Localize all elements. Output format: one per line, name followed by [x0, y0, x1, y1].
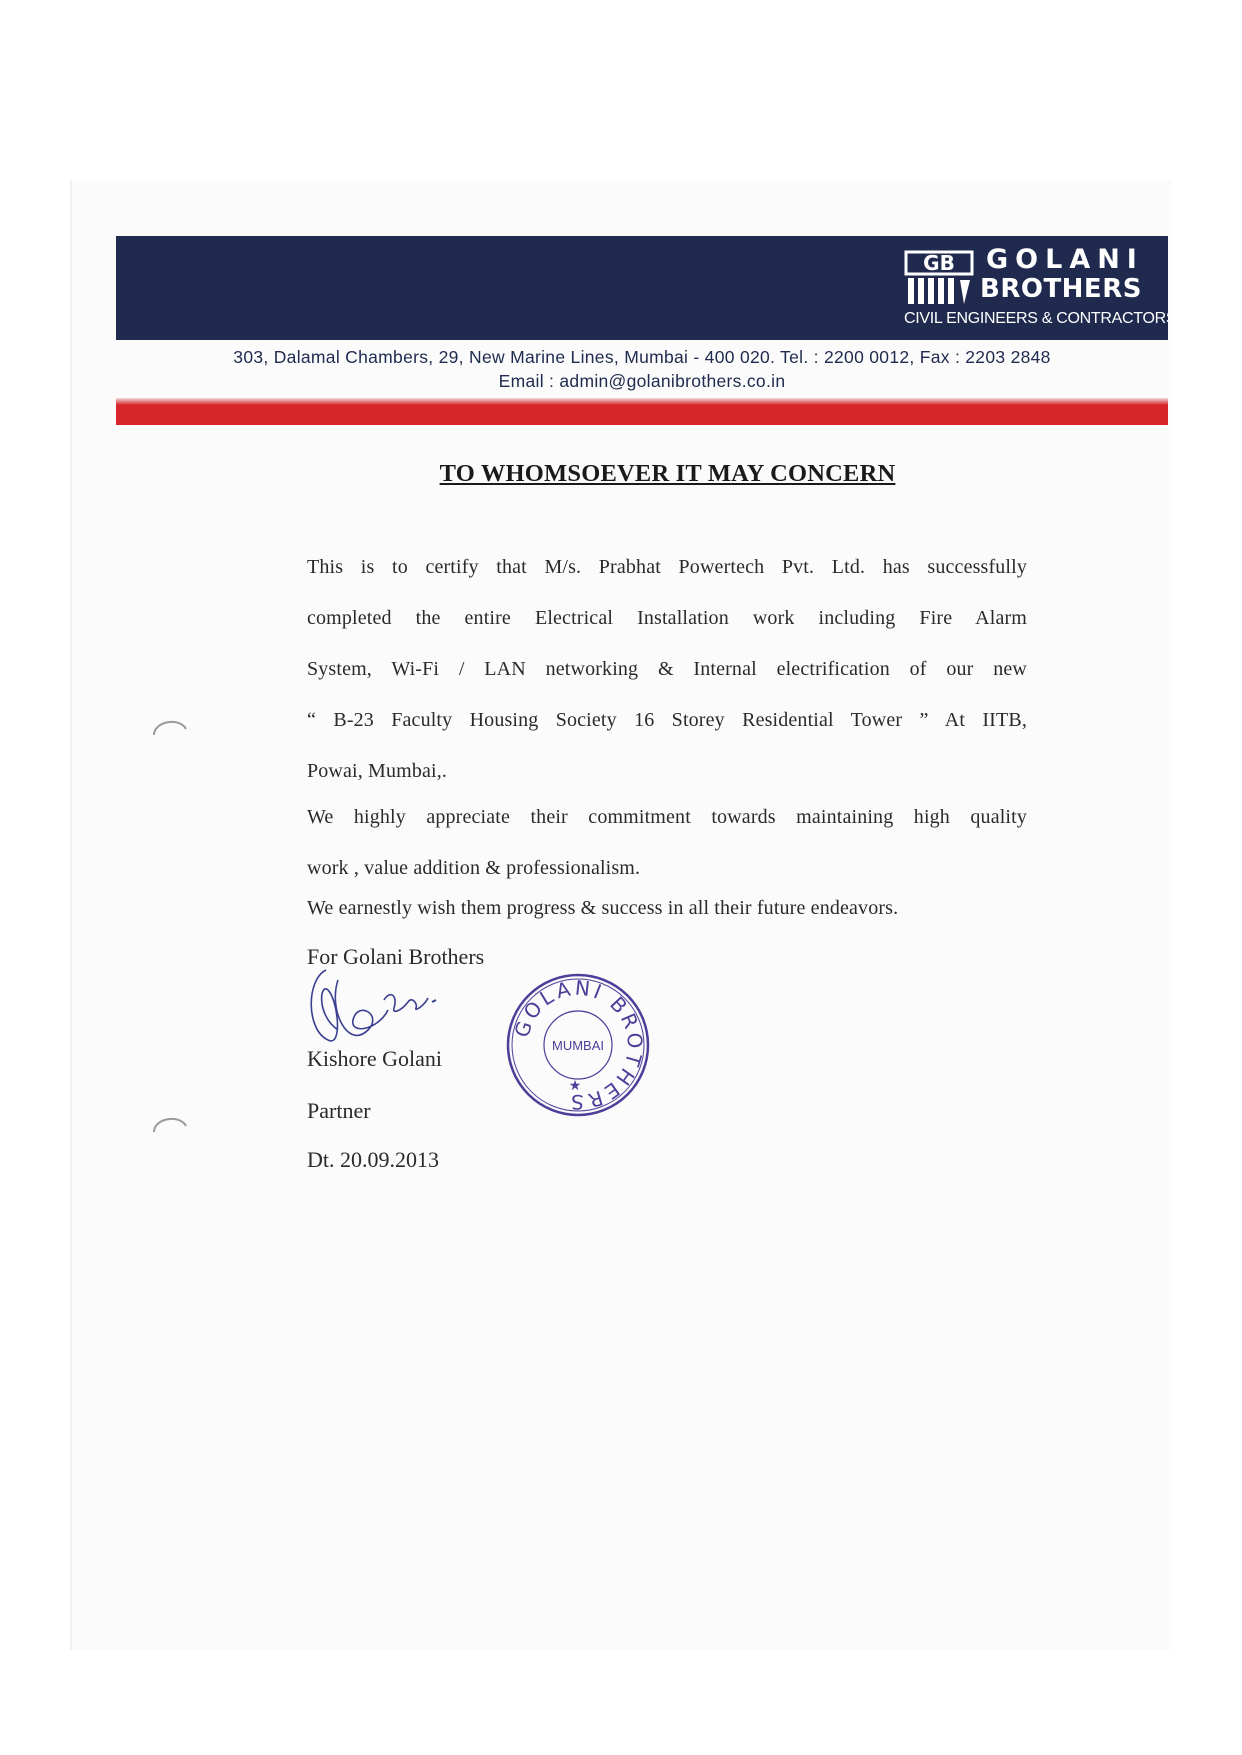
paragraph-line: completed the entire Electrical Installation work including Fire Alarm [307, 607, 1027, 629]
paragraph-appreciation [307, 792, 1027, 894]
punch-hole-mark [150, 1112, 190, 1136]
paragraph-line: We highly appreciate their commitment towards maintaining high quality [307, 806, 1027, 828]
paragraph-line: System, Wi-Fi / LAN networking & Internal electrification of our new [307, 658, 1027, 680]
signatory-role: Partner [307, 1098, 371, 1123]
closing-for-line: For Golani Brothers [307, 944, 485, 969]
svg-text:MUMBAI: MUMBAI [552, 1038, 604, 1053]
company-seal-stamp [503, 970, 653, 1120]
address-line: 303, Dalamal Chambers, 29, New Marine Lines, Mumbai - 400 020. Tel. : 2200 0012, Fax : 2203 2848 [233, 347, 1051, 367]
svg-text:GOLANI BROTHERS: GOLANI BROTHERS [509, 975, 648, 1115]
paragraph-line: This is to certify that M/s. Prabhat Powertech Pvt. Ltd. has successfully [307, 556, 1027, 578]
building-logo-icon [904, 250, 974, 306]
paragraph-line: Powai, Mumbai,. [307, 760, 448, 782]
letterhead-red-stripe [116, 398, 1168, 425]
company-tagline: CIVIL ENGINEERS & CONTRACTORS [904, 310, 1177, 327]
email-line: Email : admin@golanibrothers.co.in [498, 371, 786, 391]
letterhead-address [116, 345, 1168, 393]
paragraph-wishes: We earnestly wish them progress & success in all their future endeavors. [307, 897, 899, 919]
paragraph-line: “ B-23 Faculty Housing Society 16 Storey Residential Tower ” At IITB, [307, 709, 1027, 731]
logo-letters: GB [923, 251, 955, 275]
company-name-line2: BROTHERS [980, 274, 1142, 304]
letter-title: TO WHOMSOEVER IT MAY CONCERN [439, 460, 896, 487]
company-logo [904, 244, 1177, 334]
signatory-name: Kishore Golani [307, 1046, 443, 1071]
company-name-line1: GOLANI [986, 244, 1144, 275]
punch-hole-mark [150, 715, 190, 739]
handwritten-signature [298, 960, 468, 1060]
svg-text:★: ★ [568, 1078, 582, 1094]
paragraph-certification [307, 542, 1027, 797]
paragraph-line: work , value addition & professionalism. [307, 857, 641, 879]
letter-date: Dt. 20.09.2013 [307, 1147, 439, 1172]
